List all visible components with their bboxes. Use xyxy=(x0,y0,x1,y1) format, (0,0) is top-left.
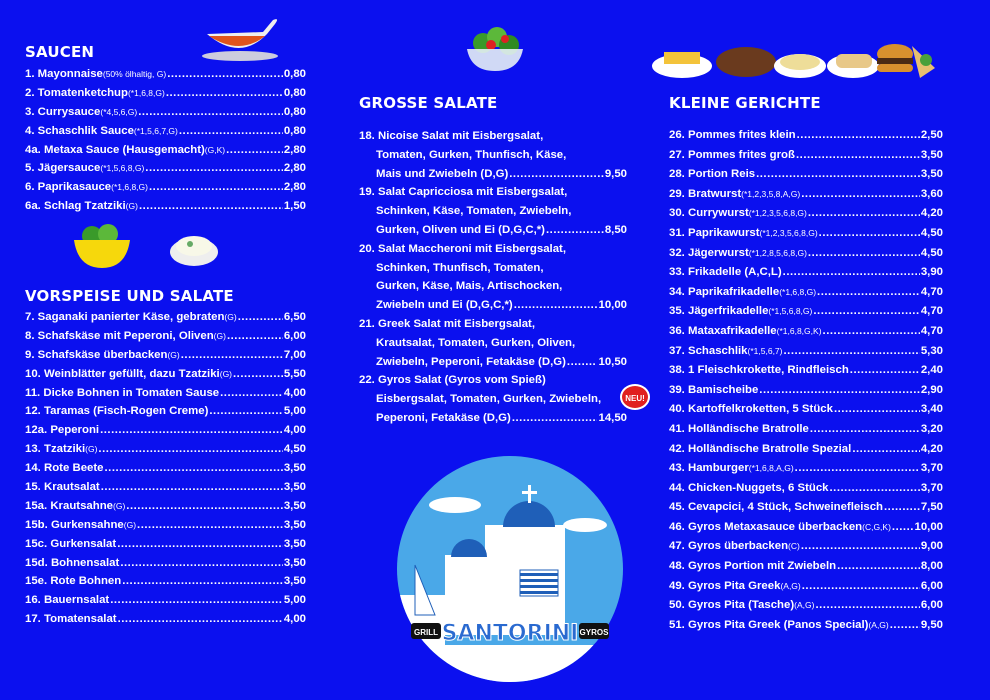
item-price: 4,70 xyxy=(920,305,943,318)
item-price: 6,00 xyxy=(920,579,943,592)
dot-leader xyxy=(209,402,282,421)
item-name: 12a. Peperoni xyxy=(25,424,100,437)
item-name: 51. Gyros Pita Greek (Panos Special) xyxy=(669,618,869,631)
item-name: 31. Paprikawurst xyxy=(669,226,760,239)
item-allergens: (*1,6,8,G) xyxy=(111,182,148,193)
item-name: 29. Bratwurst xyxy=(669,187,742,200)
dot-leader xyxy=(100,421,283,440)
svg-text:SANTORINI: SANTORINI xyxy=(441,621,579,646)
item-name: 46. Gyros Metaxasauce überbacken xyxy=(669,520,863,533)
dot-leader xyxy=(801,185,920,205)
item-price: 14,50 xyxy=(598,411,627,424)
item-name: 1. Mayonnaise xyxy=(25,68,103,80)
item-allergens: (50% ölhaltig, G) xyxy=(102,69,167,79)
item-name: 35. Jägerfrikadelle xyxy=(669,305,769,318)
item-price: 9,50 xyxy=(604,167,627,180)
item-name: 44. Chicken-Nuggets, 6 Stück xyxy=(669,481,829,494)
menu-item xyxy=(25,572,306,591)
item-name: 39. Bamischeibe xyxy=(669,383,759,396)
vorspeise-column xyxy=(25,287,306,629)
item-price: 10,50 xyxy=(598,355,627,368)
item-price: 2,90 xyxy=(920,383,943,396)
item-name: 34. Paprikafrikadelle xyxy=(669,285,780,298)
menu-item xyxy=(669,302,943,322)
item-price: 10,00 xyxy=(914,520,943,533)
dot-leader xyxy=(138,103,283,122)
dot-leader xyxy=(756,165,920,185)
dot-leader xyxy=(149,178,283,197)
item-price: 4,50 xyxy=(920,246,943,259)
menu-item xyxy=(25,65,306,84)
item-price: 3,50 xyxy=(283,556,306,569)
item-price: 6,00 xyxy=(283,329,306,342)
item-name: 38. 1 Fleischkrokette, Rindfleisch xyxy=(669,364,849,377)
item-price: 3,70 xyxy=(920,462,943,475)
item-price: 6,50 xyxy=(283,311,306,323)
item-name: 30. Currywurst xyxy=(669,207,749,220)
item-price: 0,80 xyxy=(283,86,306,99)
item-price: 4,20 xyxy=(920,207,943,220)
menu-item xyxy=(25,308,306,327)
menu-item xyxy=(669,596,943,616)
item-allergens: (G) xyxy=(219,368,233,379)
item-allergens: (G) xyxy=(113,500,126,511)
item-price: 3,20 xyxy=(920,422,943,435)
item-price: 3,50 xyxy=(920,168,943,181)
item-name: 37. Schaschlik xyxy=(669,344,748,357)
item-name: 40. Kartoffelkroketten, 5 Stück xyxy=(669,403,833,416)
menu-item xyxy=(25,535,306,554)
item-price: 0,80 xyxy=(283,124,306,137)
dot-leader xyxy=(117,535,283,554)
salad-line: 18. Nicoise Salat mit Eisbergsalat, xyxy=(359,130,544,142)
menu-item xyxy=(25,554,306,573)
item-price: 2,80 xyxy=(283,162,306,175)
menu-item xyxy=(669,244,943,264)
kleine-list xyxy=(669,126,943,635)
menu-item xyxy=(25,478,306,497)
dot-leader xyxy=(101,478,283,497)
item-name: 8. Schafskäse mit Peperoni, Oliven xyxy=(25,329,214,342)
item-name: 42. Holländische Bratrolle Spezial xyxy=(669,442,852,455)
section-title-grosse-salate: GROSSE SALATE xyxy=(359,94,498,112)
dot-leader xyxy=(892,518,914,538)
salad-price-line xyxy=(359,353,627,372)
menu-item xyxy=(25,497,306,516)
item-text: Peperoni, Fetakäse (D,G) xyxy=(376,411,511,424)
item-allergens: (*1,2,3,5,6,8,G) xyxy=(748,208,807,219)
menu-item xyxy=(669,518,943,538)
saucen-list xyxy=(25,65,306,216)
menu-item xyxy=(669,381,943,401)
dot-leader xyxy=(808,244,920,264)
menu-item xyxy=(669,400,943,420)
dot-leader xyxy=(181,346,283,365)
item-allergens: (G) xyxy=(125,201,138,212)
item-price: 2,50 xyxy=(920,129,943,141)
item-allergens: (*1,6,8,G,K) xyxy=(776,325,822,336)
salad-line: Eisbergsalat, Tomaten, Gurken, Zwiebeln, xyxy=(376,393,602,406)
item-price: 10,00 xyxy=(598,299,627,312)
menu-item xyxy=(25,159,306,178)
dot-leader xyxy=(802,577,920,597)
dot-leader xyxy=(122,572,283,591)
item-allergens: (G) xyxy=(123,519,137,530)
menu-item xyxy=(25,440,306,459)
dot-leader xyxy=(890,616,920,636)
item-name: 15a. Krautsahne xyxy=(25,499,113,512)
svg-text:GYROS: GYROS xyxy=(579,628,609,637)
item-name: 5. Jägersauce xyxy=(25,162,101,175)
menu-item xyxy=(25,402,306,421)
item-allergens: (*1,2,8,5,6,8,G) xyxy=(748,247,807,258)
dot-leader xyxy=(884,498,920,518)
item-name: 15d. Bohnensalat xyxy=(25,556,120,569)
dot-leader xyxy=(759,381,920,401)
item-price: 9,50 xyxy=(920,618,943,631)
salate-list xyxy=(359,127,629,428)
item-name: 12. Taramas (Fisch-Rogen Creme) xyxy=(25,405,209,418)
menu-item xyxy=(25,122,306,141)
item-price: 3,50 xyxy=(283,537,306,550)
item-allergens: (G,K) xyxy=(204,144,226,155)
item-name: 2. Tomatenketchup xyxy=(25,86,128,99)
item-allergens: (C) xyxy=(788,541,800,552)
salad-line: 20. Salat Maccheroni mit Eisbergsalat, xyxy=(359,242,567,255)
item-price: 5,30 xyxy=(920,344,943,357)
dot-leader xyxy=(830,479,920,499)
dot-leader xyxy=(137,516,283,535)
menu-item xyxy=(669,146,943,166)
salad-price-line xyxy=(359,221,627,240)
item-price: 4,70 xyxy=(920,324,943,337)
item-name: 50. Gyros Pita (Tasche) xyxy=(669,599,795,612)
menu-item xyxy=(25,516,306,535)
dot-leader xyxy=(166,84,283,103)
item-price: 6,00 xyxy=(920,599,943,612)
item-price: 4,00 xyxy=(283,613,306,626)
item-price: 0,80 xyxy=(283,105,306,118)
item-price: 4,50 xyxy=(283,443,306,456)
item-price: 3,50 xyxy=(920,148,943,161)
item-allergens: (A,G) xyxy=(868,619,889,630)
item-name: 6a. Schlag Tzatziki xyxy=(25,200,126,213)
dot-leader xyxy=(817,283,920,303)
salad-line: Krautsalat, Tomaten, Gurken, Oliven, xyxy=(376,336,576,349)
dot-leader xyxy=(220,384,283,403)
item-name: 16. Bauernsalat xyxy=(25,594,110,607)
item-name: 47. Gyros überbacken xyxy=(669,540,789,553)
dot-leader xyxy=(233,365,283,384)
menu-item xyxy=(25,327,306,346)
menu-item xyxy=(669,420,943,440)
item-allergens: (*1,6,8,G) xyxy=(127,87,165,98)
menu-item xyxy=(25,103,306,122)
dot-leader xyxy=(238,308,283,327)
dot-leader xyxy=(509,165,604,184)
right-column xyxy=(669,94,943,635)
item-allergens: (*1,5,6,7) xyxy=(747,345,783,356)
dot-leader xyxy=(813,302,919,322)
menu-item xyxy=(669,224,943,244)
dot-leader xyxy=(795,459,920,479)
menu-item xyxy=(25,591,306,610)
dot-leader xyxy=(819,224,920,244)
menu-item xyxy=(669,185,943,205)
item-name: 49. Gyros Pita Greek xyxy=(669,579,781,592)
dot-leader xyxy=(98,440,282,459)
dot-leader xyxy=(179,122,283,141)
item-allergens: (*1,2,3,5,6,8,G) xyxy=(759,227,818,238)
dot-leader xyxy=(852,440,920,460)
dot-leader xyxy=(850,361,920,381)
menu-item xyxy=(25,178,306,197)
item-name: 32. Jägerwurst xyxy=(669,246,749,259)
side-dishes-icon xyxy=(72,222,222,272)
item-name: 10. Weinblätter gefüllt, dazu Tzatziki xyxy=(25,367,220,380)
salad-line: 19. Salat Capricciosa mit Eisbergsalat, xyxy=(359,186,568,199)
menu-item xyxy=(669,557,943,577)
menu-item xyxy=(25,84,306,103)
menu-item xyxy=(25,421,306,440)
item-price: 5,00 xyxy=(283,594,306,607)
dot-leader xyxy=(110,591,283,610)
sauce-boat-icon xyxy=(195,12,285,62)
dot-leader xyxy=(546,221,604,240)
dot-leader xyxy=(145,159,283,178)
item-price: 3,40 xyxy=(920,403,943,416)
item-price: 7,50 xyxy=(920,501,943,514)
item-allergens: (*1,5,6,7,G) xyxy=(133,125,178,136)
item-allergens: (G) xyxy=(167,349,180,360)
item-allergens: (*1,6,8,A,G) xyxy=(748,463,794,474)
new-badge: NEU! xyxy=(620,384,650,410)
item-price: 8,00 xyxy=(920,560,943,573)
salad-price-line xyxy=(359,165,627,184)
dot-leader xyxy=(118,610,283,629)
salad-line: Schinken, Käse, Tomaten, Zwiebeln, xyxy=(376,205,572,218)
item-price: 2,80 xyxy=(283,143,306,156)
item-name: 15b. Gurkensahne xyxy=(25,518,124,531)
item-allergens: (A,G) xyxy=(780,580,801,591)
dot-leader xyxy=(796,146,920,166)
dot-leader xyxy=(784,342,920,362)
menu-item xyxy=(25,197,306,216)
salad-price-line xyxy=(359,409,627,428)
item-name: 3. Currysauce xyxy=(25,105,101,118)
menu-item xyxy=(669,342,943,362)
item-name: 11. Dicke Bohnen in Tomaten Sause xyxy=(25,386,220,399)
dot-leader xyxy=(801,537,920,557)
menu-item xyxy=(25,365,306,384)
menu-item xyxy=(669,459,943,479)
dot-leader xyxy=(139,197,283,216)
item-name: 4. Schaschlik Sauce xyxy=(25,124,134,137)
item-price: 3,50 xyxy=(283,481,306,494)
section-title-vorspeise: VORSPEISE UND SALATE xyxy=(25,287,234,305)
salad-line: 22. Gyros Salat (Gyros vom Spieß) xyxy=(359,374,546,387)
item-name: 6. Paprikasauce xyxy=(25,181,112,194)
salad-line: Schinken, Thunfisch, Tomaten, xyxy=(376,261,544,274)
menu-item xyxy=(25,384,306,403)
dot-leader xyxy=(834,400,920,420)
item-name: 28. Portion Reis xyxy=(669,168,756,181)
menu-item xyxy=(669,263,943,283)
menu-item xyxy=(669,322,943,342)
item-name: 4a. Metaxa Sauce (Hausgemacht) xyxy=(25,143,205,156)
food-images-icon xyxy=(650,38,940,82)
menu-item xyxy=(669,479,943,499)
dot-leader xyxy=(567,353,598,372)
item-allergens: (G) xyxy=(85,444,98,455)
item-price: 5,50 xyxy=(283,367,306,380)
menu-item xyxy=(669,440,943,460)
menu-item xyxy=(669,126,943,146)
dot-leader xyxy=(823,322,920,342)
menu-item xyxy=(669,361,943,381)
item-price: 7,00 xyxy=(283,348,306,361)
item-price: 3,50 xyxy=(283,518,306,531)
item-price: 3,70 xyxy=(920,481,943,494)
salad-line: Tomaten, Gurken, Thunfisch, Käse, xyxy=(376,148,567,161)
menu-item xyxy=(25,346,306,365)
item-allergens: (*1,5,6,8,G) xyxy=(100,163,145,174)
item-price: 9,00 xyxy=(920,540,943,553)
dot-leader xyxy=(120,554,283,573)
item-name: 48. Gyros Portion mit Zwiebeln xyxy=(669,560,837,573)
menu-item xyxy=(669,283,943,303)
dot-leader xyxy=(512,409,598,428)
item-price: 8,50 xyxy=(604,223,627,236)
dot-leader xyxy=(810,420,920,440)
item-text: Mais und Zwiebeln (D,G) xyxy=(376,167,509,180)
menu-item xyxy=(669,537,943,557)
item-name: 15e. Rote Bohnen xyxy=(25,575,122,588)
menu-item xyxy=(669,204,943,224)
item-name: 9. Schafskäse überbacken xyxy=(25,348,168,361)
item-price: 4,00 xyxy=(283,424,306,437)
salad-price-line xyxy=(359,296,627,315)
item-name: 7. Saganaki panierter Käse, gebraten xyxy=(25,311,225,323)
dot-leader xyxy=(815,596,919,616)
svg-text:GRILL: GRILL xyxy=(414,628,438,637)
item-text: Gurken, Oliven und Ei (D,G,C,*) xyxy=(376,223,545,236)
santorini-logo xyxy=(385,455,635,683)
left-column xyxy=(25,43,306,216)
dot-leader xyxy=(126,497,283,516)
item-allergens: (A,G) xyxy=(794,600,815,611)
menu-item xyxy=(25,141,306,160)
item-name: 26. Pommes frites klein xyxy=(669,129,796,141)
item-price: 1,50 xyxy=(283,200,306,213)
item-text: Zwiebeln und Ei (D,G,C,*) xyxy=(376,299,513,312)
salad-line: 21. Greek Salat mit Eisbergsalat, xyxy=(359,317,536,330)
item-price: 4,70 xyxy=(920,285,943,298)
dot-leader xyxy=(105,459,283,478)
menu-item xyxy=(669,577,943,597)
dot-leader xyxy=(226,141,283,160)
item-name: 17. Tomatensalat xyxy=(25,613,117,626)
item-price: 5,00 xyxy=(283,405,306,418)
item-name: 13. Tzatziki xyxy=(25,443,86,456)
section-title-kleine-gerichte: KLEINE GERICHTE xyxy=(669,94,821,112)
salad-line: Gurken, Käse, Mais, Artischocken, xyxy=(376,280,563,293)
menu-item xyxy=(25,459,306,478)
item-name: 43. Hamburger xyxy=(669,462,749,475)
item-price: 3,60 xyxy=(920,187,943,200)
item-name: 36. Mataxafrikadelle xyxy=(669,324,777,337)
section-title-saucen: SAUCEN xyxy=(25,43,95,61)
menu-item xyxy=(669,616,943,636)
item-allergens: (G) xyxy=(213,330,226,341)
item-price: 3,50 xyxy=(283,575,306,588)
item-price: 3,90 xyxy=(920,266,943,279)
dot-leader xyxy=(783,263,920,283)
dot-leader xyxy=(227,327,283,346)
item-price: 3,50 xyxy=(283,462,306,475)
dot-leader xyxy=(797,126,920,146)
menu-item xyxy=(669,498,943,518)
item-name: 15. Krautsalat xyxy=(25,481,100,494)
item-name: 33. Frikadelle (A,C,L) xyxy=(669,266,782,279)
salad-bowl-icon xyxy=(463,25,527,73)
item-allergens: (C,G,K) xyxy=(862,521,891,532)
item-price: 2,40 xyxy=(920,364,943,377)
menu-item xyxy=(669,165,943,185)
item-price: 2,80 xyxy=(283,181,306,194)
item-allergens: (*1,5,6,8,G) xyxy=(768,306,813,317)
dot-leader xyxy=(167,65,283,84)
item-price: 4,50 xyxy=(920,226,943,239)
item-name: 45. Cevapcici, 4 Stück, Schweinefleisch xyxy=(669,501,883,514)
dot-leader xyxy=(837,557,920,577)
menu-item xyxy=(25,610,306,629)
item-price: 3,50 xyxy=(283,499,306,512)
item-name: 41. Holländische Bratrolle xyxy=(669,422,809,435)
item-name: 14. Rote Beete xyxy=(25,462,104,475)
dot-leader xyxy=(514,296,598,315)
middle-column xyxy=(359,94,629,428)
item-price: 4,20 xyxy=(920,442,943,455)
item-allergens: (*1,2,3,5,8,A,G) xyxy=(741,188,801,199)
item-allergens: (*1,6,8,G) xyxy=(779,286,817,297)
item-allergens: (G) xyxy=(224,312,237,322)
dot-leader xyxy=(808,204,920,224)
item-name: 27. Pommes frites groß xyxy=(669,148,795,161)
item-allergens: (*4,5,6,G) xyxy=(100,106,138,117)
item-price: 0,80 xyxy=(283,68,306,80)
vorspeise-list xyxy=(25,308,306,629)
item-price: 4,00 xyxy=(283,386,306,399)
item-name: 15c. Gurkensalat xyxy=(25,537,117,550)
item-text: Zwiebeln, Peperoni, Fetakäse (D,G) xyxy=(376,355,566,368)
